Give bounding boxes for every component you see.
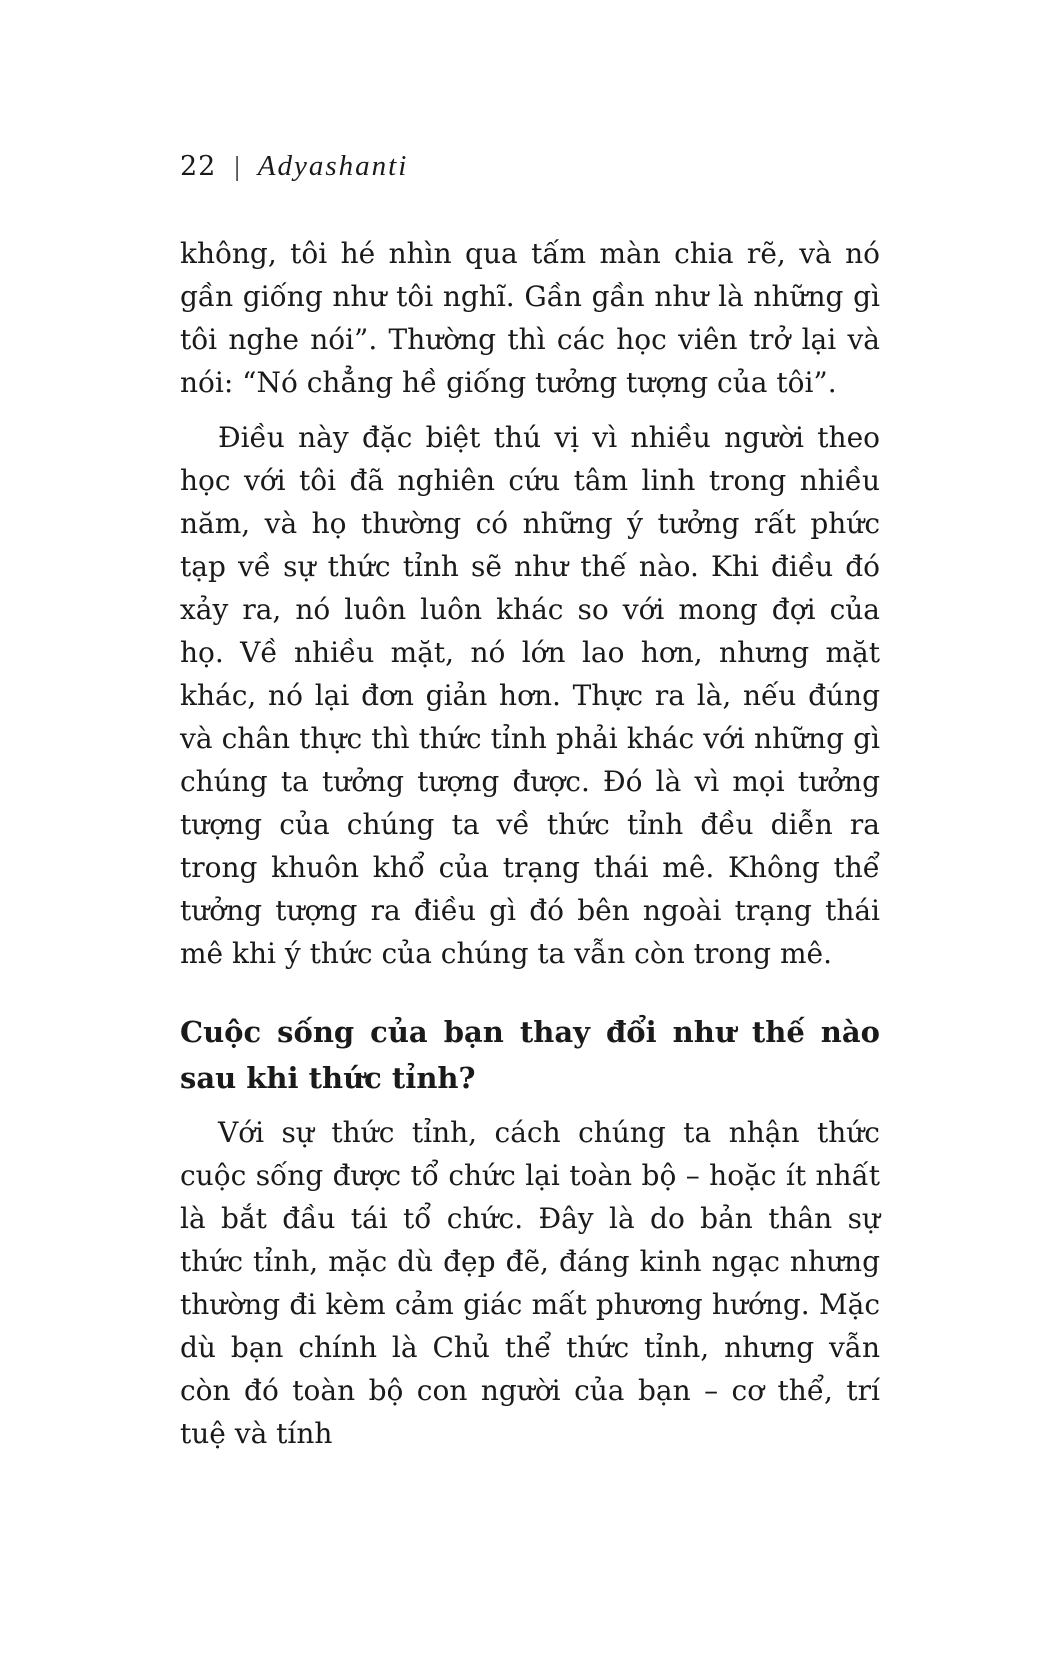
- header-separator: |: [234, 151, 240, 181]
- book-page: [180, 150, 880, 1455]
- section-heading: Cuộc sống của bạn thay đổi như thế nào sau khi thức tỉnh?: [180, 1015, 880, 1095]
- paragraph-life-after-awakening: Với sự thức tỉnh, cách chúng ta nhận thức cuộc sống được tổ chức lại toàn bộ – hoặc ít nhất là bắt đầu tái tổ chức. Đây là do bản thân sự thức tỉnh, mặc dù đẹp đẽ, đáng kinh ngạc nhưng thường đi kèm cảm giác mất phương hướng. Mặc dù bạn chính là Chủ thể thức tỉnh, nhưng vẫn còn đó toàn bộ con người của bạn – cơ thể, trí tuệ và tính: [180, 1116, 880, 1450]
- paragraph-awakening-expectations: Điều này đặc biệt thú vị vì nhiều người theo học với tôi đã nghiên cứu tâm linh trong nhiều năm, và họ thường có những ý tưởng rất phức tạp về sự thức tỉnh sẽ như thế nào. Khi điều đó xảy ra, nó luôn luôn khác so với mong đợi của họ. Về nhiều mặt, nó lớn lao hơn, nhưng mặt khác, nó lại đơn giản hơn. Thực ra là, nếu đúng và chân thực thì thức tỉnh phải khác với những gì chúng ta tưởng tượng được. Đó là vì mọi tưởng tượng của chúng ta về thức tỉnh đều diễn ra trong khuôn khổ của trạng thái mê. Không thể tưởng tượng ra điều gì đó bên ngoài trạng thái mê khi ý thức của chúng ta vẫn còn trong mê.: [180, 421, 880, 970]
- running-header: [180, 150, 880, 194]
- paragraph-continued: không, tôi hé nhìn qua tấm màn chia rẽ, và nó gần giống như tôi nghĩ. Gần gần như là những gì tôi nghe nói”. Thường thì các học viên trở lại và nói: “Nó chẳng hề giống tưởng tượng của tôi”.: [180, 237, 880, 399]
- author-name: Adyashanti: [257, 150, 409, 182]
- page-number: 22: [180, 151, 217, 182]
